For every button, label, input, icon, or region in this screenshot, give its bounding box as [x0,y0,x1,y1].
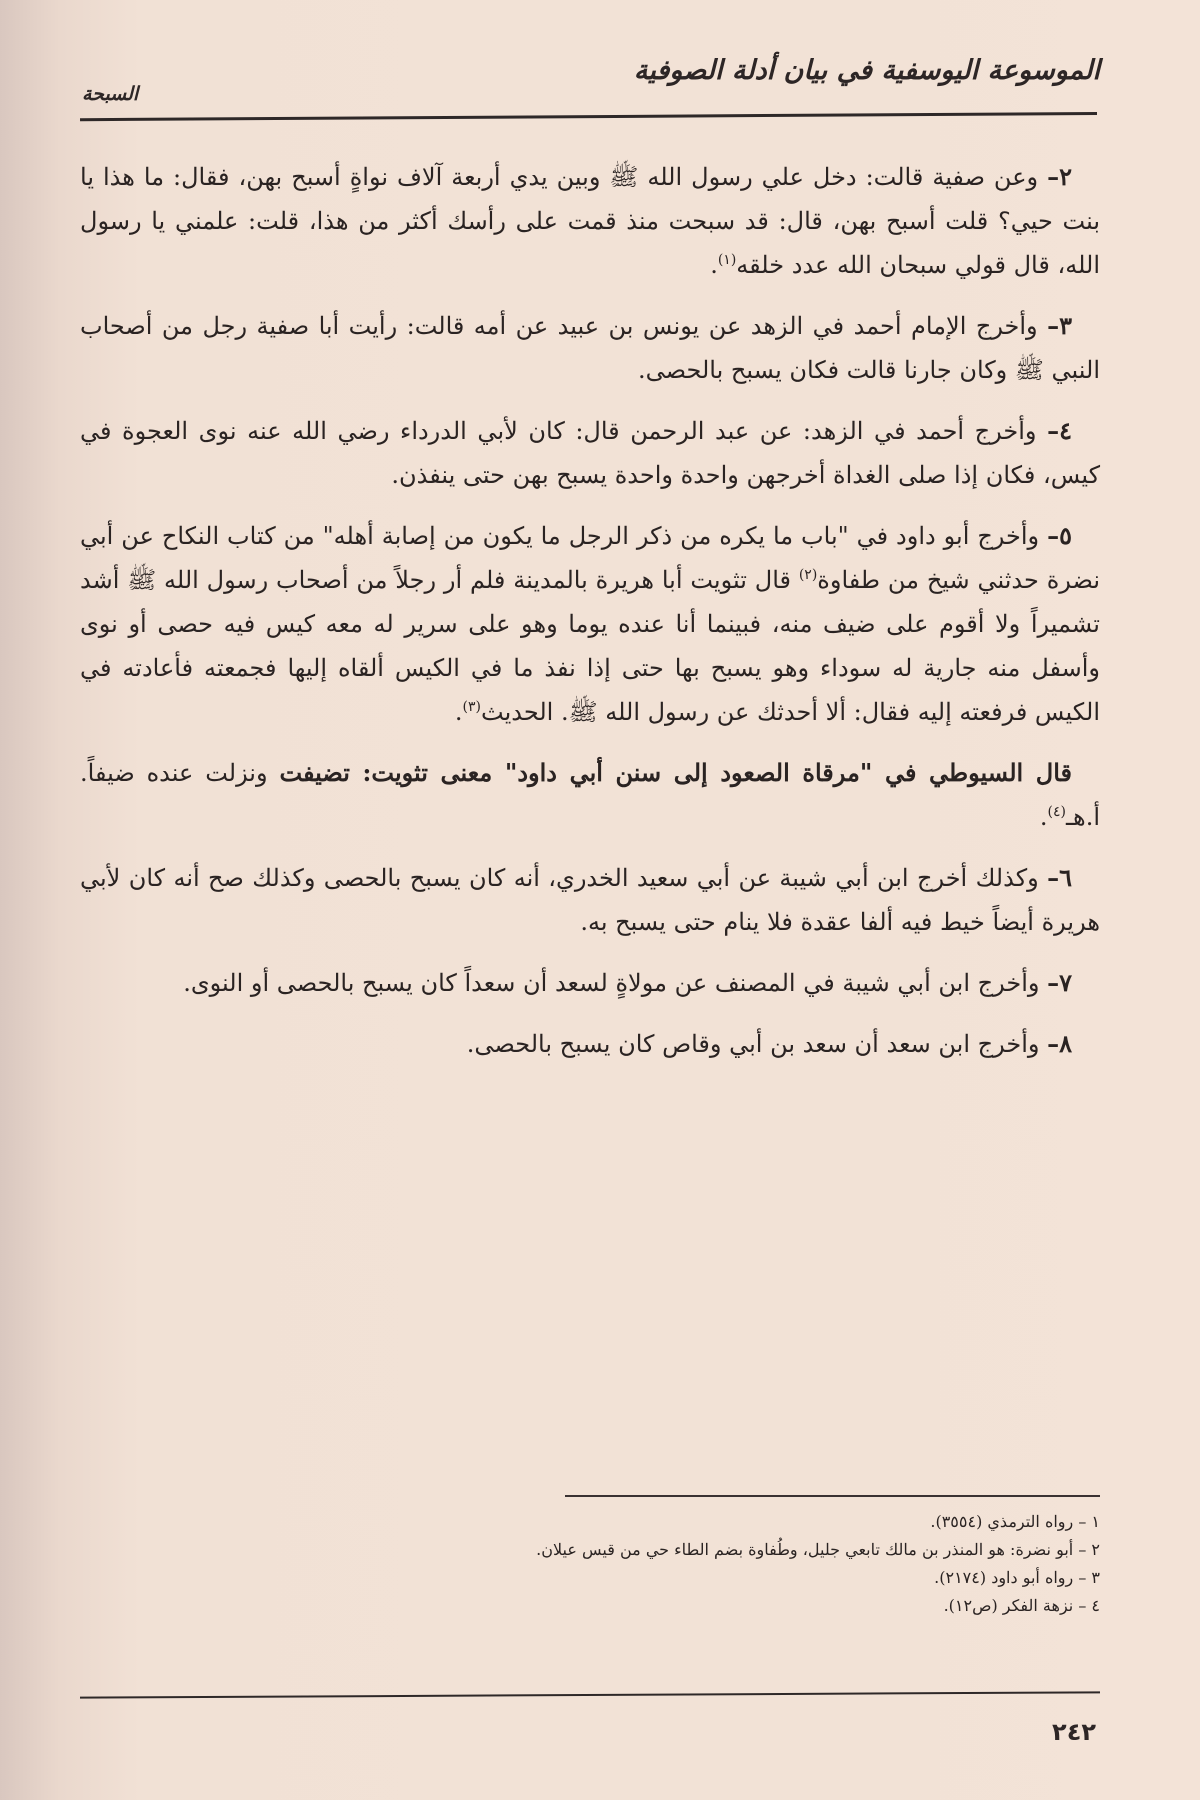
paragraph-text: وأخرج أبو داود في "باب ما يكره من ذكر الرجل ما يكون من إصابة أهله" من كتاب النكاح عن أبي نضرة حدثني شيخ من طفاوة [80,522,1101,594]
footnote-ref[interactable]: (٣) [462,699,481,715]
book-title: الموسوعة اليوسفية في بيان أدلة الصوفية [633,55,1100,86]
footnote-ref[interactable]: (١) [717,252,737,268]
footer-rule [80,1691,1100,1698]
paragraph-text: وعن صفية قالت: دخل علي رسول الله ﷺ وبين يدي أربعة آلاف نواةٍ أسبح بهن، فقال: ما هذا يا بنت حيي؟ قلت أسبح بهن، قال: قد سبحت منذ قمت على رأسك أكثر من هذا، قلت: علمني يا رسول الله، قال قولي سبحان الله عدد خلقه [80,163,1100,279]
paragraph-4 [80,409,1100,497]
page-number: ٢٤٢ [1052,1718,1096,1746]
paragraph-text: وكذلك أخرج ابن أبي شيبة عن أبي سعيد الخدري، أنه كان يسبح بالحصى وكذلك صح أنه كان لأبي هريرة أيضاً خيط فيه ألفا عقدة فلا ينام حتى يسبح به. [80,864,1100,936]
footnote-2: ٢ – أبو نضرة: هو المنذر بن مالك تابعي جليل، وطُفاوة بضم الطاء حي من قيس عيلان. [536,1540,1100,1559]
item-number: ٨– [1047,1029,1072,1058]
paragraph-8 [80,1022,1100,1066]
paragraph-suyuti: قال السيوطي في "مرقاة الصعود إلى سنن أبي داود" معنى تثويت: تضيفت ونزلت عنده ضيفاً. أ.هـ$^{(٤)}$. [80,758,1100,831]
item-number: ٧– [1047,968,1072,997]
paragraph-text: وأخرج ابن أبي شيبة في المصنف عن مولاةٍ لسعد أن سعداً كان يسبح بالحصى أو النوى. [183,969,1040,997]
footnote-ref[interactable]: (٤) [1047,804,1067,820]
running-header [80,55,1100,115]
paragraph-text: وأخرج الإمام أحمد في الزهد عن يونس بن عبيد عن أمه قالت: رأيت أبا صفية رجل من أصحاب النبي ﷺ وكان جارنا قالت فكان يسبح بالحصى. [80,312,1100,384]
footnote-separator [565,1495,1100,1497]
footnote-ref[interactable]: (٢) [798,567,818,583]
section-title: السبحة [82,83,139,105]
paragraph-2: ٢– وعن صفية قالت: دخل علي رسول الله ﷺ وبين يدي أربعة آلاف نواةٍ أسبح بهن، فقال: ما هذا يا بنت حيي؟ قلت أسبح بهن، قال: قد سبحت منذ قمت على رأسك أكثر من هذا، قلت: علمني يا رسول الله، قال قولي سبحان الله عدد خلقه$^{(١)}$. [80,162,1100,279]
item-number: ٤– [1047,416,1072,445]
item-number: ٣– [1047,311,1072,340]
paragraph-bold-text: قال السيوطي في "مرقاة الصعود إلى سنن أبي داود" معنى تثويت: تضيفت [279,758,1072,787]
paragraph-text: وأخرج أحمد في الزهد: عن عبد الرحمن قال: كان لأبي الدرداء رضي الله عنه نوى العجوة في كيس، فكان إذا صلى الغداة أخرجهن واحدة واحدة يسبح بهن حتى ينفذن. [80,417,1100,489]
item-number: ٥– [1047,521,1072,550]
book-page [80,0,1100,1800]
footnote-3: ٣ – رواه أبو داود (٢١٧٤). [934,1568,1100,1587]
footnote-4: ٤ – نزهة الفكر (ص١٢). [943,1596,1100,1615]
paragraph-7 [80,961,1100,1005]
item-number: ٦– [1047,863,1072,892]
paragraph-text: ونزلت عنده ضيفاً. أ.هـ [80,759,1100,831]
body-text [80,155,1100,1083]
paragraph-text: وأخرج ابن سعد أن سعد بن أبي وقاص كان يسبح بالحصى. [466,1030,1040,1058]
paragraph-6 [80,856,1100,944]
footnotes [80,1508,1100,1620]
paragraph-3 [80,304,1100,392]
paragraph-5: ٥– وأخرج أبو داود في "باب ما يكره من ذكر الرجل ما يكون من إصابة أهله" من كتاب النكاح عن أبي نضرة حدثني شيخ من طفاوة$^{(٢)}$ قال تثويت أبا هريرة بالمدينة فلم أر رجلاً من أصحاب رسول الله ﷺ أشد تشميراً ولا أقوم على ضيف منه، فبينما أنا عنده يوما وهو على سرير له معه كيس فيه حصى أو نوى وأسفل منه جارية له سوداء وهو يسبح بها حتى إذا نفذ ما في الكيس ألقاه إليها فجمعته فأعادته في الكيس فرفعته إليه فقال: ألا أحدثك عن رسول الله ﷺ. الحديث$^{(٣)}$. [80,521,1101,726]
item-number: ٢– [1047,162,1072,191]
footnote-1: ١ – رواه الترمذي (٣٥٥٤). [930,1512,1100,1531]
header-rule [80,112,1097,121]
